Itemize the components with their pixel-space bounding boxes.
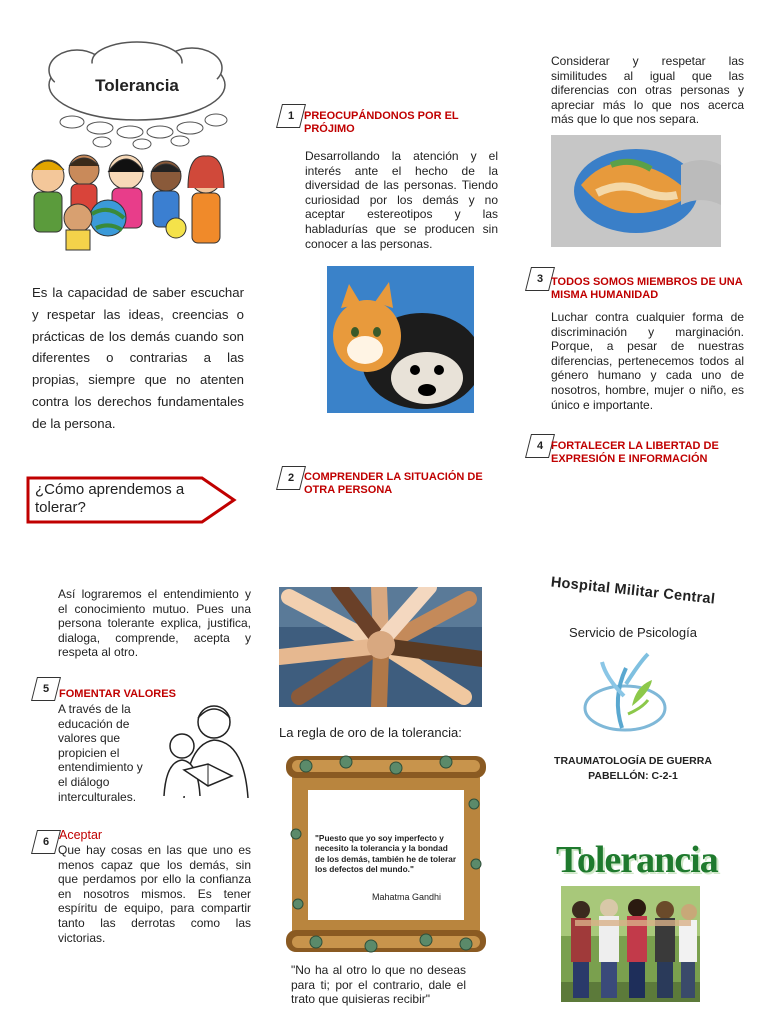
golden-rule-saying: "No ha al otro lo que no deseas para ti; por el contrario, dale el trato que quisieras recibir" bbox=[291, 963, 466, 1007]
item-number-1: 1 bbox=[276, 104, 306, 128]
arrow-text: ¿Cómo aprendemos a tolerar? bbox=[35, 481, 185, 516]
item-number-2: 2 bbox=[276, 466, 306, 490]
golden-rule-heading: La regla de oro de la tolerancia: bbox=[279, 725, 462, 740]
item-5-title: FOMENTAR VALORES bbox=[59, 688, 176, 700]
department-name: TRAUMATOLOGÍA DE GUERRA bbox=[554, 755, 712, 767]
item-4-title: FORTALECER LA LIBERTAD DE EXPRESIÓN E INFORMACIÓN bbox=[551, 440, 719, 465]
cat-and-dog-photo bbox=[327, 266, 474, 413]
respect-paragraph: Considerar y respetar las similitudes al igual que las diferencias con otras personas y apreciar más lo que nos acerca más que lo que nos separa. bbox=[551, 54, 744, 127]
item-3-text: Luchar contra cualquier forma de discriminación y marginación. Porque, a pesar de nuestras diferencias, pertenecemos todos al género humano y cada uno de nosotros, hombre, mujer o niño, es único e importante. bbox=[551, 310, 744, 412]
item-6-title: Aceptar bbox=[59, 828, 103, 842]
cover-title: Tolerancia bbox=[556, 839, 718, 881]
item-5-text: A través de la educación de valores que propicien el entendimiento y el diálogo interculturales. bbox=[58, 702, 143, 804]
item-number-5: 5 bbox=[31, 677, 61, 701]
item-1-title: PREOCUPÁNDONOS POR EL PRÓJIMO bbox=[304, 110, 459, 135]
hospital-name-arched: Hospital Militar Central bbox=[550, 574, 716, 608]
item-1-text: Desarrollando la atención y el interés ante el hecho de la diversidad de las personas. Tiendo curiosidad por los demás y no aceptar estereotipos y las habladurías que se producen sin conocer a las personas. bbox=[305, 149, 498, 251]
joined-hands-photo bbox=[279, 587, 482, 707]
item-2-title: COMPRENDER LA SITUACIÓN DE OTRA PERSONA bbox=[304, 471, 483, 496]
child-figures bbox=[32, 155, 224, 250]
bubble-title: Tolerancia bbox=[95, 76, 179, 95]
item-number-3: 3 bbox=[525, 267, 555, 291]
children-illustration bbox=[26, 148, 234, 252]
psychology-logo-icon bbox=[582, 648, 668, 738]
service-name: Servicio de Psicología bbox=[569, 625, 697, 640]
item-3-title: TODOS SOMOS MIEMBROS DE UNA MISMA HUMANIDAD bbox=[551, 276, 743, 301]
thought-bubble bbox=[42, 40, 232, 150]
pavilion-label: PABELLÓN: C-2-1 bbox=[588, 770, 678, 782]
item-number-4: 4 bbox=[525, 434, 555, 458]
item-number-6: 6 bbox=[31, 830, 61, 854]
gandhi-quote: "Puesto que yo soy imperfecto y necesito la tolerancia y la bondad de los demás, también he de tolerar los defectos del mundo." bbox=[315, 833, 457, 875]
group-hugging-photo bbox=[561, 886, 700, 1002]
how-learn-arrow bbox=[26, 476, 238, 524]
item-6-text: Que hay cosas en las que uno es menos capaz que los demás, sin que perdamos por ello la confianza en nosotros mismos. Es tener espíritu de equipo, para compartir tanto las derrotas como las victorias. bbox=[58, 843, 251, 945]
understanding-paragraph: Así lograremos el entendimiento y el conocimiento mutuo. Pues una persona tolerante explica, justifica, dialoga, comprende, acepta y respeta al otro. bbox=[58, 587, 251, 660]
quote-author: Mahatma Gandhi bbox=[372, 892, 442, 902]
definition-paragraph: Es la capacidad de saber escuchar y respetar las ideas, creencias o prácticas de los demás cuando son diferentes o contrarias a las propias, siempre que no atenten contra los derechos fundamentales de la persona. bbox=[32, 285, 244, 431]
hands-globe-photo bbox=[551, 135, 721, 247]
father-child-reading-illustration bbox=[154, 700, 254, 802]
